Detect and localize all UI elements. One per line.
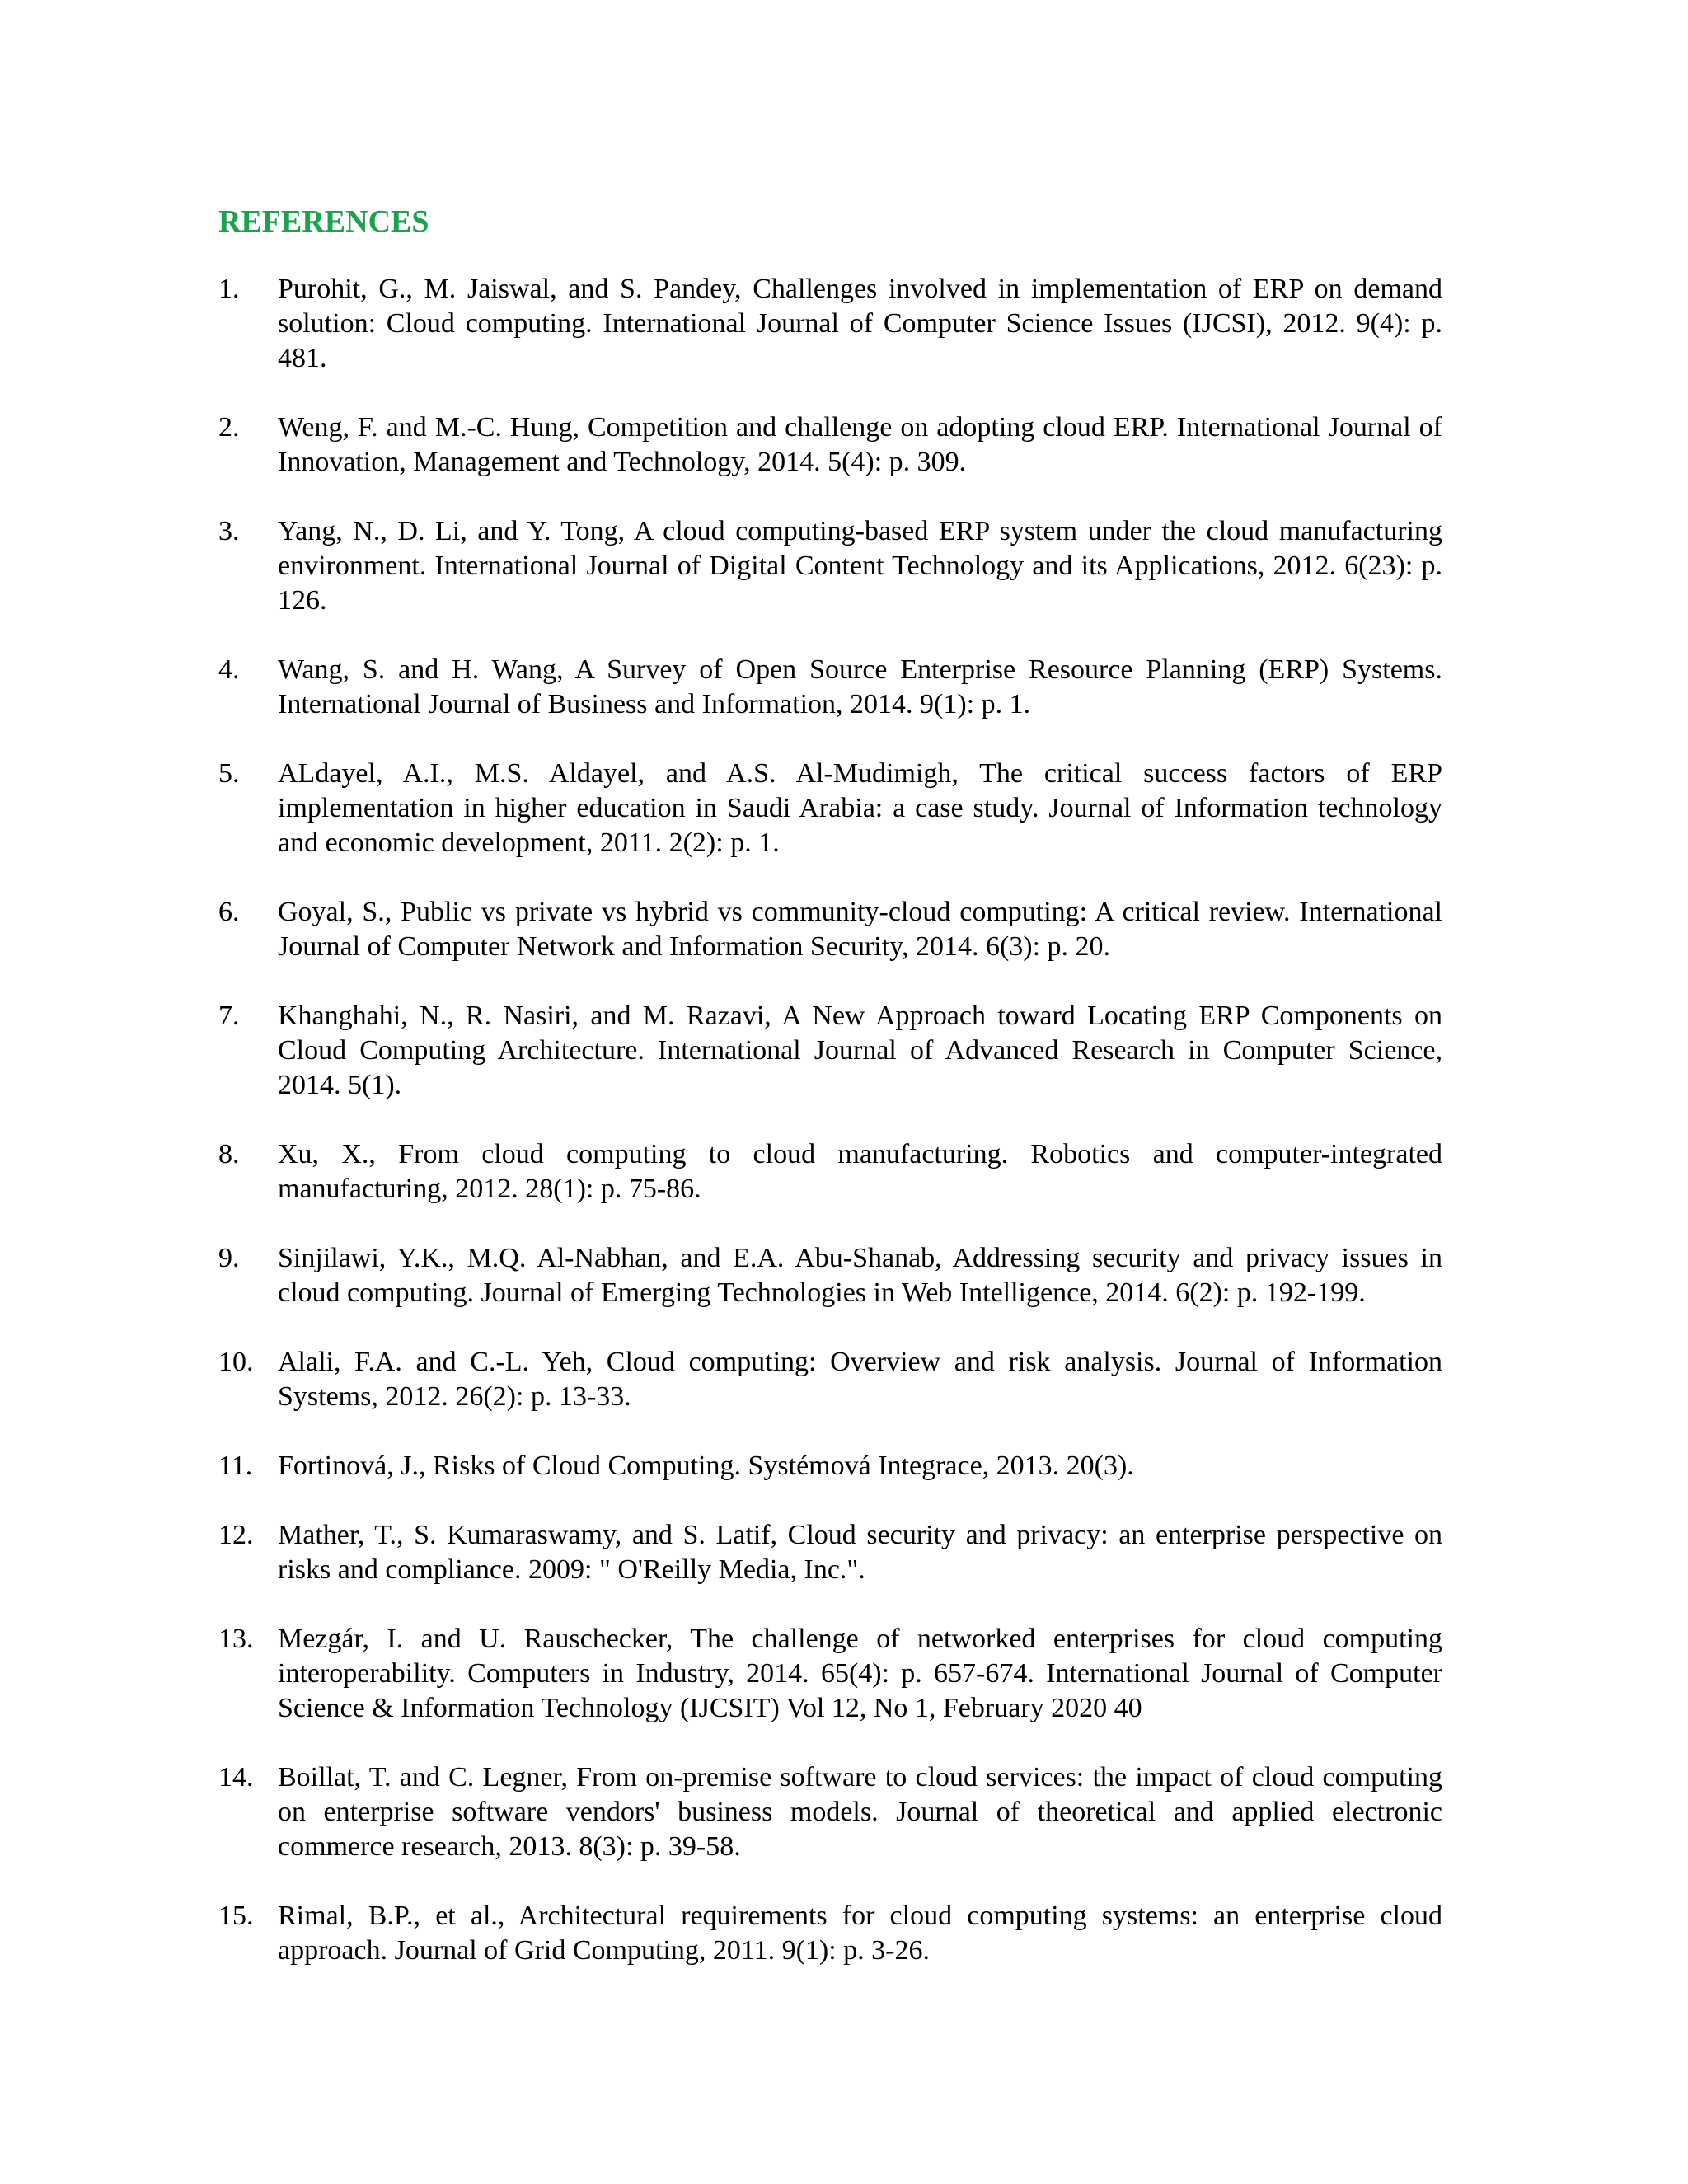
reference-text: Wang, S. and H. Wang, A Survey of Open Source Enterprise Resource Planning (ERP) Systems. International Journal of Business and Information, 2014. 9(1): p. 1. <box>278 654 1442 719</box>
reference-item <box>218 1449 1442 1483</box>
reference-item <box>218 1899 1442 1968</box>
reference-text: Boillat, T. and C. Legner, From on-premise software to cloud services: the impact of cloud computing on enterprise software vendors' business models. Journal of theoretical and applied electronic commerce research, 2013. 8(3): p. 39-58. <box>278 1762 1442 1862</box>
references-heading: REFERENCES <box>218 204 429 239</box>
reference-text: Xu, X., From cloud computing to cloud manufacturing. Robotics and computer-integrated manufacturing, 2012. 28(1): p. 75-86. <box>278 1139 1442 1204</box>
reference-item <box>218 514 1442 618</box>
reference-number: 13. <box>218 1624 254 1654</box>
reference-text: Weng, F. and M.-C. Hung, Competition and challenge on adopting cloud ERP. International Journal of Innovation, Management and Technology, 2014. 5(4): p. 309. <box>278 412 1442 477</box>
reference-number: 12. <box>218 1520 254 1550</box>
reference-text: Mather, T., S. Kumaraswamy, and S. Latif, Cloud security and privacy: an enterprise perspective on risks and compliance. 2009: " O'Reilly Media, Inc.". <box>278 1520 1442 1585</box>
reference-item <box>218 1345 1442 1414</box>
reference-number: 9. <box>218 1243 240 1273</box>
reference-item <box>218 1622 1442 1726</box>
reference-item <box>218 1518 1442 1587</box>
reference-number: 11. <box>218 1451 253 1481</box>
reference-item <box>218 653 1442 722</box>
reference-item <box>218 895 1442 964</box>
reference-text: Fortinová, J., Risks of Cloud Computing. Systémová Integrace, 2013. 20(3). <box>278 1451 1134 1481</box>
reference-item <box>218 999 1442 1103</box>
reference-number: 4. <box>218 654 240 685</box>
reference-item <box>218 272 1442 376</box>
reference-item <box>218 1241 1442 1310</box>
reference-number: 15. <box>218 1900 254 1931</box>
reference-number: 2. <box>218 412 240 443</box>
reference-item <box>218 757 1442 860</box>
reference-text: Yang, N., D. Li, and Y. Tong, A cloud computing-based ERP system under the cloud manufacturing environment. International Journal of Digital Content Technology and its Applications, 2012. 6(23): p. 126. <box>278 516 1442 616</box>
reference-text: Rimal, B.P., et al., Architectural requirements for cloud computing systems: an enterprise cloud approach. Journal of Grid Computing, 2011. 9(1): p. 3-26. <box>278 1900 1442 1966</box>
reference-list <box>218 272 1442 2003</box>
reference-item <box>218 410 1442 480</box>
reference-number: 3. <box>218 516 240 546</box>
reference-item <box>218 1137 1442 1207</box>
reference-text: Purohit, G., M. Jaiswal, and S. Pandey, Challenges involved in implementation of ERP on demand solution: Cloud computing. International Journal of Computer Science Issues (IJCSI), 2012. 9(4): p. 481. <box>278 274 1442 373</box>
reference-text: Mezgár, I. and U. Rauschecker, The challenge of networked enterprises for cloud computing interoperability. Computers in Industry, 2014. 65(4): p. 657-674. International Journal of Computer Science & Information Technology (IJCSIT) Vol 12, No 1, February 2020 40 <box>278 1624 1442 1723</box>
reference-number: 8. <box>218 1139 240 1169</box>
reference-text: Khanghahi, N., R. Nasiri, and M. Razavi, A New Approach toward Locating ERP Components on Cloud Computing Architecture. International Journal of Advanced Research in Computer Science, 2014. 5(1). <box>278 1001 1442 1100</box>
reference-item <box>218 1760 1442 1864</box>
reference-number: 5. <box>218 758 240 789</box>
reference-number: 14. <box>218 1762 254 1793</box>
reference-text: Sinjilawi, Y.K., M.Q. Al-Nabhan, and E.A. Abu-Shanab, Addressing security and privacy issues in cloud computing. Journal of Emerging Technologies in Web Intelligence, 2014. 6(2): p. 192-199. <box>278 1243 1442 1308</box>
reference-text: Goyal, S., Public vs private vs hybrid vs community-cloud computing: A critical review. International Journal of Computer Network and Information Security, 2014. 6(3): p. 20. <box>278 897 1442 962</box>
reference-number: 10. <box>218 1347 254 1377</box>
reference-text: Alali, F.A. and C.-L. Yeh, Cloud computing: Overview and risk analysis. Journal of Information Systems, 2012. 26(2): p. 13-33. <box>278 1347 1442 1412</box>
reference-number: 7. <box>218 1001 240 1031</box>
reference-number: 1. <box>218 274 240 304</box>
reference-number: 6. <box>218 897 240 927</box>
reference-text: ALdayel, A.I., M.S. Aldayel, and A.S. Al-Mudimigh, The critical success factors of ERP implementation in higher education in Saudi Arabia: a case study. Journal of Information technology and economic development, 2011. 2(2): p. 1. <box>278 758 1442 858</box>
